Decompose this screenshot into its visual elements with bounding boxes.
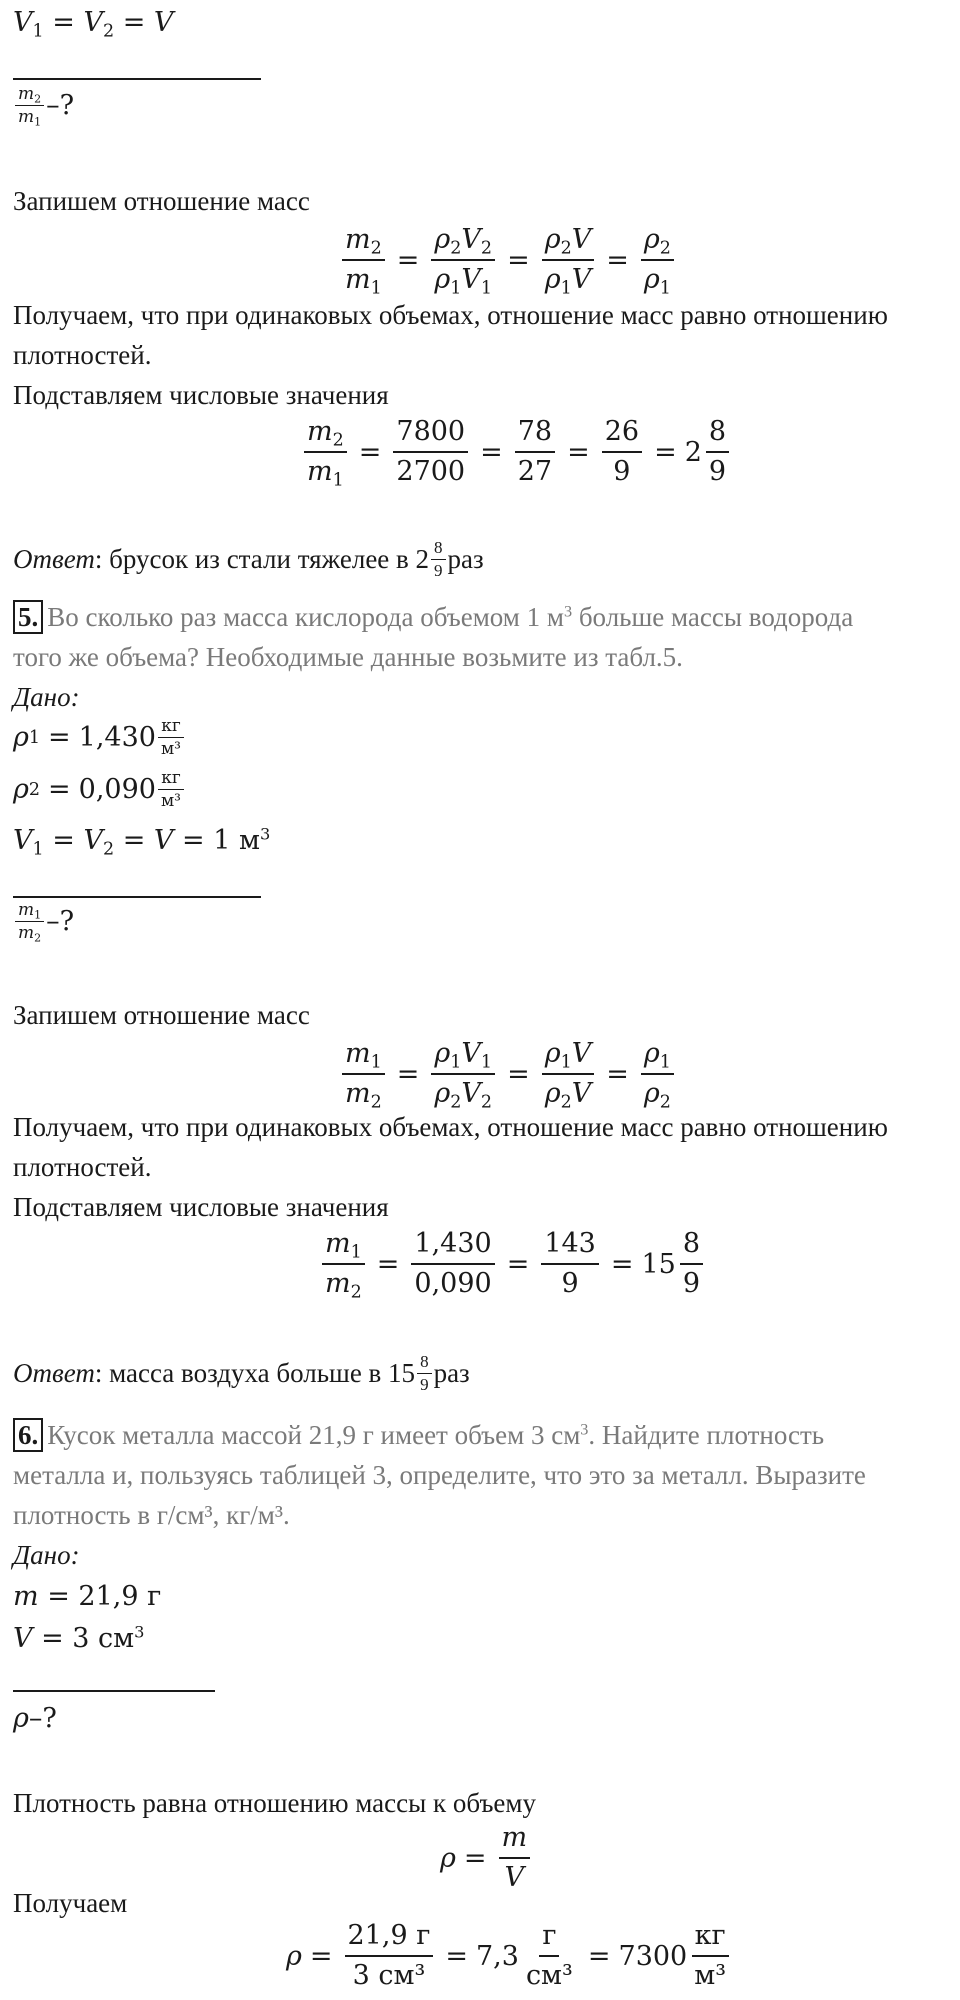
given-divider-5 <box>13 896 261 898</box>
density-definition: Плотность равна отношению массы к объему <box>13 1788 536 1818</box>
mass-ratio-formula-5: $\frac{m_1}{m_2}$ = $\frac{\rho_1V_1}{\rho_2V_2}$ = $\frac{\rho_1V}{\rho_2V}$ = $\frac{\rho_1}{\rho_2}$ <box>338 1036 678 1112</box>
numeric-ratio-formula-5: $\frac{m_1}{m_2}$ = $\frac{1,430}{0,090}$ = $\frac{143}{9}$ = 15 $\frac{8}{9}$ <box>318 1226 707 1302</box>
answer-4: Ответ : брусок из стали тяжелее в 2 $\frac{8}{9}$ раз <box>13 538 484 580</box>
task-5-line-2: того же объема? Необходимые данные возьмите из табл.5. <box>13 642 683 672</box>
task-6-line-1: 6. Кусок металла массой 21,9 г имеет объем 3 $см^3$. Найдите плотность <box>13 1416 824 1454</box>
find-mass-ratio: $\frac{m_2}{m_1}$ –? <box>13 84 74 127</box>
task-number-6: 6. <box>13 1418 43 1452</box>
density-calculation: ρ = $\frac{21,9 г}{\text{3 см³}}$ = 7,3 $\frac{г}{\text{см³}}$ = 7300 $\frac{кг}{\text{м³}}$ <box>286 1918 733 1994</box>
given-label-5: Дано: <box>13 682 80 712</box>
task-6-line-2: металла и, пользуясь таблицей 3, определите, что это за металл. Выразите <box>13 1460 866 1490</box>
substitute-values: Подставляем числовые значения <box>13 380 389 410</box>
given-volume-5: $V_1 = V_2 = V = 1$ $м^3$ <box>13 824 271 860</box>
task-6-line-3: плотность в г/см³, кг/м³. <box>13 1500 290 1530</box>
density-formula: ρ = $\frac{m}{V}$ <box>440 1820 534 1896</box>
task-number-5: 5. <box>13 600 43 634</box>
mass-ratio-formula: $\frac{m_2}{m_1}$ = $\frac{\rho_2V_2}{\rho_1V_1}$ = $\frac{\rho_2V}{\rho_1V}$ = $\frac{\rho_2}{\rho_1}$ <box>338 222 678 298</box>
given-rho2: ρ 2 = 0,090 $\frac{кг}{\text{м³}}$ <box>13 768 186 811</box>
write-mass-ratio: Запишем отношение масс <box>13 186 310 216</box>
substitute-values-5: Подставляем числовые значения <box>13 1192 389 1222</box>
given-mass-6: m = 21,9 г <box>13 1581 162 1612</box>
conclusion-line-2: плотностей. <box>13 340 152 370</box>
given-rho1: ρ 1 = 1,430 $\frac{кг}{\text{м³}}$ <box>13 716 186 759</box>
find-mass-ratio-5: $\frac{m_1}{m_2}$ –? <box>13 900 74 943</box>
conclusion-5-line-1: Получаем, что при одинаковых объемах, отношение масс равно отношению <box>13 1112 888 1142</box>
write-mass-ratio-5: Запишем отношение масс <box>13 1000 310 1030</box>
answer-5: Ответ : масса воздуха больше в 15 $\frac{8}{9}$ раз <box>13 1352 470 1394</box>
conclusion-line-1: Получаем, что при одинаковых объемах, отношение масс равно отношению <box>13 300 888 330</box>
numeric-ratio-formula: $\frac{m_2}{m_1}$ = $\frac{7800}{2700}$ = $\frac{78}{27}$ = $\frac{26}{9}$ = 2 $\frac{8}{9}$ <box>300 414 733 490</box>
find-density: ρ–? <box>13 1703 57 1734</box>
given-volumes: $V_1 = V_2 = V$ <box>13 7 174 42</box>
given-label-6: Дано: <box>13 1540 80 1570</box>
given-divider <box>13 78 261 80</box>
get-label: Получаем <box>13 1888 128 1918</box>
given-divider-6 <box>13 1690 215 1692</box>
conclusion-5-line-2: плотностей. <box>13 1152 152 1182</box>
task-5-line-1: 5. Во сколько раз масса кислорода объемом 1 $м^3$ больше массы водорода <box>13 598 853 636</box>
given-volume-6: V = 3 $см^3$ <box>13 1622 145 1654</box>
